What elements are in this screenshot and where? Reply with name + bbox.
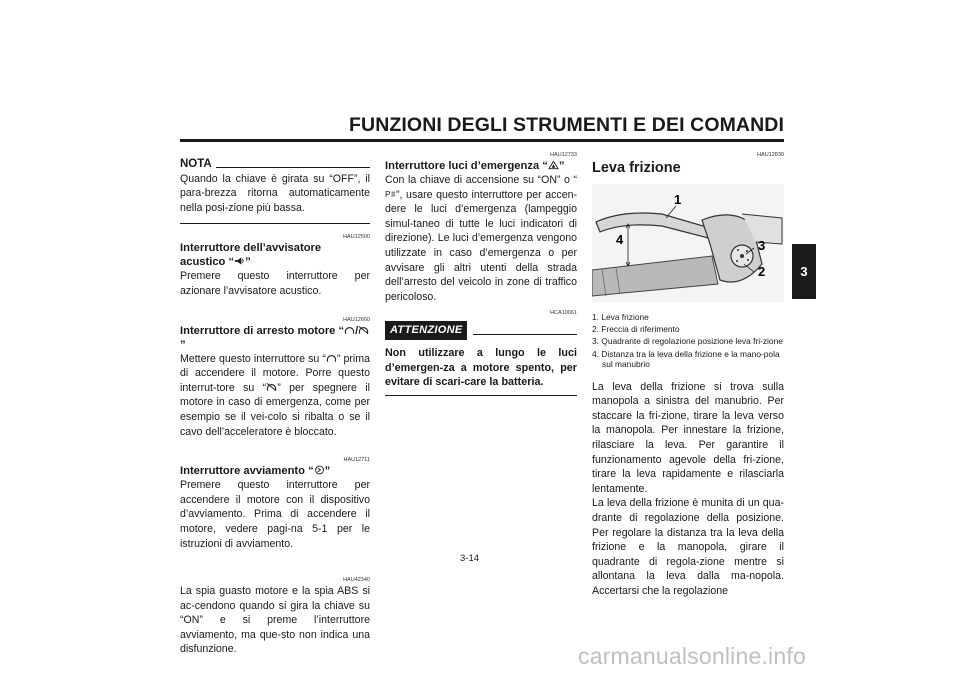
nota-rule <box>216 167 370 168</box>
engine-stop-title-sep: / <box>355 324 359 337</box>
caption-item: 2. Freccia di riferimento <box>592 324 680 334</box>
chapter-tab: 3 <box>792 244 816 299</box>
figure-label-1: 1 <box>674 191 682 207</box>
hazard-title-a: Interruttore luci d’emergenza “ <box>385 160 548 172</box>
start-switch-title <box>180 464 370 478</box>
column-3 <box>592 152 784 599</box>
engine-stop-text-a: Mettere questo interruttore su “ <box>180 352 326 365</box>
figure-label-3: 3 <box>758 237 766 253</box>
clutch-lever-text: La leva della frizione si trova sulla manopola a sinistra del manubrio. Per staccare la fri-zione, tirare la leva verso la manopola. Per innestare la frizione, rilasciare la leva. Per garantire il funzionamento agevole della fri-zione, tirare la leva rapidamente e rilasciarla lentamente. La leva della frizione è munita di un qua-drante di regolazione della posizione. Per regolare la distanza tra la leva della frizione e la manopola, girare il quadrante di regola-zione mentre si allontana la leva dalla ma-nopola. Accertarsi che la regolazione <box>592 380 784 597</box>
section-code: HAU42340 <box>343 577 370 584</box>
nota-end-rule <box>180 223 370 224</box>
attenzione-heading <box>385 321 577 340</box>
page-header-title: FUNZIONI DEGLI STRUMENTI E DEI COMANDI <box>349 114 784 136</box>
engine-stop-title-a: Interruttore di arresto motore “ <box>180 324 345 337</box>
hazard-text-a: Con la chiave di accensione su “ON” o “ <box>385 174 577 186</box>
hazard-title-close: ” <box>558 160 565 172</box>
horn-switch-text: Premere questo interruttore per azionare l’avvisatore acustico. <box>180 270 370 297</box>
caption-item: 3. Quadrante di regolazione posizione leva fri-zione <box>592 336 783 347</box>
start-switch-text: Premere questo interruttore per accendere il motore con il dispositivo d’avviamento. Prima di accendere il motore, vedere pagi-na 5-1 per le istruzioni di avviamento. <box>180 479 370 550</box>
figure-label-4: 4 <box>616 231 624 247</box>
nota-text: Quando la chiave è girata su “OFF”, il para-brezza ritorna automaticamente nella posi-zione più bassa. <box>180 172 370 214</box>
clutch-lever-title: Leva frizione <box>592 160 681 176</box>
attenzione-badge: ATTENZIONE <box>385 321 467 340</box>
engine-stop-switch-title <box>180 324 370 352</box>
engine-stop-text-b: ” prima di accendere il motore. Porre questo interrut-tore su “ <box>180 352 371 394</box>
nota-heading <box>180 157 370 172</box>
page-number: 3-14 <box>460 553 480 564</box>
horn-title-line2: acustico “ <box>180 256 235 269</box>
horn-icon <box>234 256 245 266</box>
caption-item: 1. Leva frizione <box>592 311 649 322</box>
engine-run-icon <box>326 353 337 363</box>
parking-icon <box>385 189 396 199</box>
hazard-switch-text <box>385 173 577 304</box>
figure-captions <box>592 312 784 370</box>
hazard-icon <box>548 160 559 170</box>
caption-item: 4. Distanza tra la leva della frizione e la mano-pola sul manubrio <box>592 348 780 370</box>
engine-stop-title-close: ” <box>180 338 186 351</box>
header-rule <box>180 139 784 142</box>
engine-stop-text-c: ” per spegnere il motore in caso di emergenza, come per esempio se il vei-colo si ribalta o se il cavo dell’acceleratore è bloccato. <box>180 381 371 438</box>
attenzione-text: Non utilizzare a lungo le luci d’emergen-za a motore spento, per evitare di scari-care la batteria. <box>385 346 577 389</box>
horn-switch-title <box>180 241 370 269</box>
start-title-a: Interruttore avviamento “ <box>180 465 314 478</box>
engine-run-icon <box>344 325 355 335</box>
hazard-text-b: ”, usare questo interruttore per accen-dere le luci d’emergenza (lampeggio simul-taneo di tutte le luci indicatori di direzione). Le luci d’emergenza vengono utilizzate in caso d’emergenza o per avvisare gli altri utenti della strada dell’arresto del veicolo in zone di traffico pericoloso. <box>385 188 577 303</box>
figure-label-2: 2 <box>758 263 766 279</box>
section-code: HAU12733 <box>550 152 577 158</box>
start-title-close: ” <box>324 465 331 478</box>
section-code: HAU12660 <box>343 316 370 323</box>
horn-title-close: ” <box>245 256 251 269</box>
column-1 <box>180 157 370 657</box>
column-2 <box>385 152 577 396</box>
engine-stop-icon <box>266 382 277 392</box>
engine-stop-icon <box>358 325 369 335</box>
nota-label: NOTA <box>180 158 212 170</box>
section-code: HAU12711 <box>343 457 370 464</box>
start-icon <box>314 465 325 475</box>
svg-text:P: P <box>385 189 391 199</box>
hazard-switch-title <box>385 159 577 173</box>
attenzione-end-rule <box>385 395 577 396</box>
engine-stop-switch-text <box>180 352 370 440</box>
warning-lights-text: La spia guasto motore e la spia ABS si ac-cendono quando si gira la chiave su “ON” e si preme l’interruttore avviamento, ma que-sto non indica una disfunzione. <box>180 585 370 656</box>
section-code: HAU12830 <box>757 152 784 158</box>
warning-code: HCA10061 <box>550 310 577 317</box>
attenzione-rule <box>473 334 577 335</box>
watermark: carmanualsonline.info <box>578 643 806 669</box>
clutch-lever-figure <box>592 184 784 302</box>
section-code: HAU12500 <box>343 234 370 241</box>
horn-title-line1: Interruttore dell’avvisatore <box>180 242 322 255</box>
